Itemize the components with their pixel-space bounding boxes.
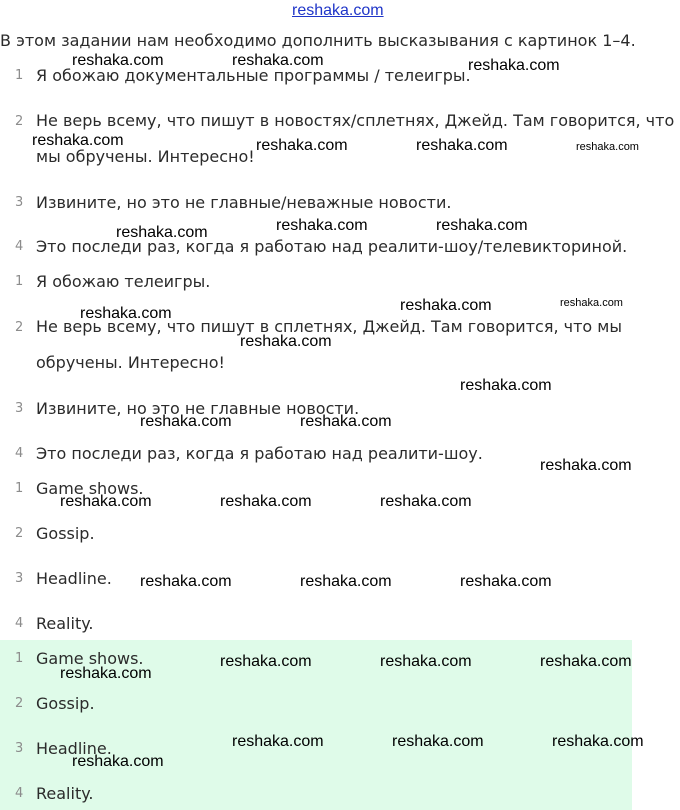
item-number: 1	[15, 68, 24, 83]
item-text: Headline.	[36, 569, 112, 588]
watermark: reshaka.com	[400, 297, 492, 314]
item-text: Я обожаю документальные программы / телеигры.	[36, 66, 471, 85]
intro-text: В этом задании нам необходимо дополнить высказывания с картинок 1–4.	[0, 31, 636, 50]
item-text: Это последи раз, когда я работаю над реалити-шоу/телевикториной.	[36, 237, 628, 256]
item-text: Gossip.	[36, 694, 95, 713]
watermark: reshaka.com	[116, 224, 208, 241]
watermark: reshaka.com	[220, 493, 312, 510]
watermark: reshaka.com	[540, 457, 632, 474]
watermark: reshaka.com	[460, 377, 552, 394]
item-number: 1	[15, 274, 24, 289]
item-number: 3	[15, 195, 24, 210]
watermark: reshaka.com	[80, 305, 172, 322]
item-number: 3	[15, 741, 24, 756]
watermark: reshaka.com	[300, 413, 392, 430]
watermark: reshaka.com	[232, 733, 324, 750]
item-number: 1	[15, 651, 24, 666]
item-number: 3	[15, 571, 24, 586]
watermark: reshaka.com	[232, 52, 324, 69]
watermark: reshaka.com	[300, 573, 392, 590]
watermark: reshaka.com	[576, 141, 639, 153]
item-number: 2	[15, 696, 24, 711]
watermark: reshaka.com	[72, 52, 164, 69]
watermark: reshaka.com	[140, 573, 232, 590]
watermark: reshaka.com	[256, 137, 348, 154]
item-number: 2	[15, 320, 24, 335]
item-text: Game shows.	[36, 649, 144, 668]
watermark: reshaka.com	[436, 217, 528, 234]
watermark: reshaka.com	[560, 297, 623, 309]
watermark: reshaka.com	[60, 665, 152, 682]
item-text: Reality.	[36, 614, 94, 633]
watermark: reshaka.com	[552, 733, 644, 750]
watermark: reshaka.com	[220, 653, 312, 670]
item-text: Game shows.	[36, 479, 144, 498]
item-text: Я обожаю телеигры.	[36, 272, 211, 291]
watermark: reshaka.com	[380, 493, 472, 510]
watermark: reshaka.com	[60, 493, 152, 510]
watermark: reshaka.com	[540, 653, 632, 670]
item-text: Не верь всему, что пишут в новостях/сплетнях, Джейд. Там говорится, что мы обручены. Интересно!	[36, 111, 675, 166]
site-link[interactable]: reshaka.com	[292, 2, 384, 19]
watermark: reshaka.com	[380, 653, 472, 670]
watermark: reshaka.com	[72, 753, 164, 770]
watermark: reshaka.com	[32, 132, 124, 149]
item-number: 1	[15, 481, 24, 496]
watermark: reshaka.com	[240, 333, 332, 350]
watermark: reshaka.com	[140, 413, 232, 430]
item-number: 4	[15, 616, 24, 631]
item-number: 4	[15, 446, 24, 461]
item-number: 2	[15, 526, 24, 541]
item-number: 4	[15, 786, 24, 801]
watermark: reshaka.com	[468, 57, 560, 74]
item-text: Gossip.	[36, 524, 95, 543]
item-number: 3	[15, 401, 24, 416]
item-number: 2	[15, 114, 24, 129]
item-text: Извините, но это не главные/неважные новости.	[36, 193, 452, 212]
watermark: reshaka.com	[416, 137, 508, 154]
item-text: Headline.	[36, 739, 112, 758]
item-text: Reality.	[36, 784, 94, 803]
item-number: 4	[15, 239, 24, 254]
item-text: Не верь всему, что пишут в сплетнях, Джейд. Там говорится, что мы обручены. Интересно!	[36, 317, 622, 372]
item-text: Извините, но это не главные новости.	[36, 399, 360, 418]
watermark: reshaka.com	[392, 733, 484, 750]
watermark: reshaka.com	[276, 217, 368, 234]
item-text: Это последи раз, когда я работаю над реалити-шоу.	[36, 444, 483, 463]
watermark: reshaka.com	[460, 573, 552, 590]
